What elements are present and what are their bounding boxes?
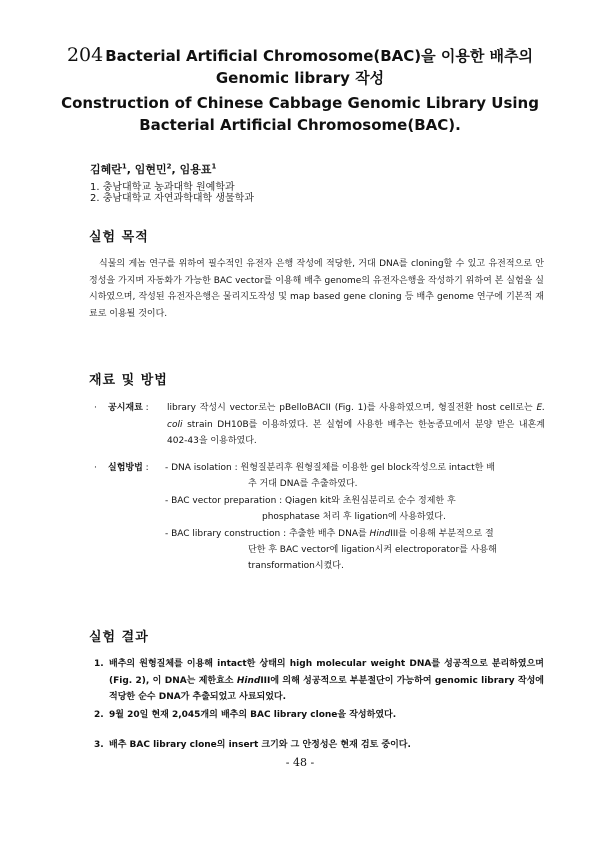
affiliation-item: 1. 충남대학교 농과대학 원예학과 <box>90 182 235 193</box>
result-item <box>94 707 544 724</box>
result-number: 3. <box>94 740 104 750</box>
method-step-library-construction <box>165 526 494 543</box>
result-item <box>94 737 544 754</box>
method-label <box>108 460 149 477</box>
abstract-number: 204 <box>66 44 104 66</box>
author-name: 김혜란 <box>90 163 122 176</box>
method-step-continuation: 단한 후 BAC vector에 ligation시켜 electroporator를 사용해 <box>248 545 497 555</box>
title-line-korean-2: Genomic library 작성 <box>215 69 385 87</box>
method-step-continuation: 추 거대 DNA를 추출하였다. <box>248 479 358 489</box>
author-separator: , <box>171 163 180 176</box>
method-step-head: - BAC library construction : <box>165 529 289 539</box>
materials-text-a: library 작성시 vector로는 pBelloBACII (Fig. 1)를 사용하였으며, 형질전환 host cell로는 <box>167 403 537 413</box>
result-text: 배추 BAC library clone의 insert 크기와 그 안정성은 현재 검토 중이다. <box>109 740 411 750</box>
result-text-b: III에 의해 성공적으로 부분절단이 가능하여 genomic library 작성에 적당한 순수 DNA가 추출되었고 사료되었다. <box>109 675 544 702</box>
method-step-head: - BAC vector preparation : <box>165 496 286 506</box>
method-step-text-b: III를 이용해 부분적으로 절 <box>390 529 494 539</box>
author-affil-mark: 2 <box>166 162 172 171</box>
author-list <box>90 161 216 177</box>
affiliation-list <box>90 182 254 204</box>
author-separator: , <box>126 163 135 176</box>
result-text <box>109 656 544 706</box>
title-block <box>40 44 560 136</box>
section-heading-objective: 실험 목적 <box>89 230 149 245</box>
result-text: 9월 20일 현재 2,045개의 배추의 BAC library clone을 작성하였다. <box>109 710 397 720</box>
section-heading-materials: 재료 및 방법 <box>89 373 168 388</box>
method-step-text-a: 추출한 배추 DNA를 <box>288 529 370 539</box>
method-colon: : <box>142 463 149 473</box>
title-korean-text-1: Bacterial Artificial Chromosome(BAC)을 이용한 배추의 <box>105 47 534 65</box>
enzyme-name-italic: Hind <box>369 529 391 539</box>
title-line-english-1: Construction of Chinese Cabbage Genomic Library Using <box>61 94 539 112</box>
objective-text: 식물의 게놈 연구를 위하여 필수적인 유전자 은행 작성에 적당한, 거대 DNA를 cloning할 수 있고 유전적으로 안정성을 가지며 자동화가 가능한 BAC vector를 이용해 배추 genome의 유전자은행을 작성하기 위하여 본 실험을 실시하였으며, 작성된 유전자은행은 물리지도작성 및 map based gene cloning 등 배추 genome 연구에 기본적 재료로 이용될 것이다. <box>89 259 544 319</box>
method-step-vector-prep <box>165 493 456 510</box>
author-name: 임현민 <box>134 163 167 176</box>
method-step-dna-isolation <box>165 460 495 477</box>
author-affil-mark: 1 <box>211 162 217 171</box>
method-label-text: 실험방법 <box>108 463 143 473</box>
author-affil-mark: 1 <box>121 162 127 171</box>
method-step-text: 원형질분리후 원형질체를 이용한 gel block작성으로 intact한 배 <box>240 463 495 473</box>
author-name: 임용표 <box>179 163 212 176</box>
enzyme-name-italic: Hind <box>236 675 261 686</box>
result-number: 2. <box>94 710 104 720</box>
method-step-continuation: transformation시켰다. <box>248 561 344 571</box>
result-number: 1. <box>94 659 104 669</box>
materials-text-b: strain DH10B를 이용하였다. 본 실험에 사용한 배추는 한농종묘에서 분양 받은 내혼계 402-43을 이용하였다. <box>167 419 545 446</box>
objective-paragraph <box>89 256 544 322</box>
bullet-mark: · <box>94 403 97 413</box>
title-line-english-2: Bacterial Artificial Chromosome(BAC). <box>139 116 461 134</box>
materials-colon: : <box>142 403 149 413</box>
method-step-head: - DNA isolation : <box>165 463 241 473</box>
materials-label <box>108 400 149 417</box>
title-line-korean-1 <box>40 44 560 67</box>
page-number: - 48 - <box>285 756 315 769</box>
affiliation-item: 2. 충남대학교 자연과학대학 생물학과 <box>90 193 254 204</box>
materials-text <box>167 400 545 450</box>
method-step-text: Qiagen kit와 초원심분리로 순수 정제한 후 <box>285 496 456 506</box>
materials-organism-italic: E. coli <box>167 403 545 430</box>
result-text-a: 배추의 원형질체를 이용해 intact한 상태의 high molecular weight DNA를 성공적으로 분리하였으며(Fig. 2), 이 DNA는 제한효소 <box>109 659 544 686</box>
result-item <box>94 656 544 706</box>
materials-label-text: 공시재료 <box>108 403 143 413</box>
section-heading-results: 실험 결과 <box>89 630 149 645</box>
bullet-mark: · <box>94 463 97 473</box>
method-step-continuation: phosphatase 처리 후 ligation에 사용하였다. <box>262 512 446 522</box>
